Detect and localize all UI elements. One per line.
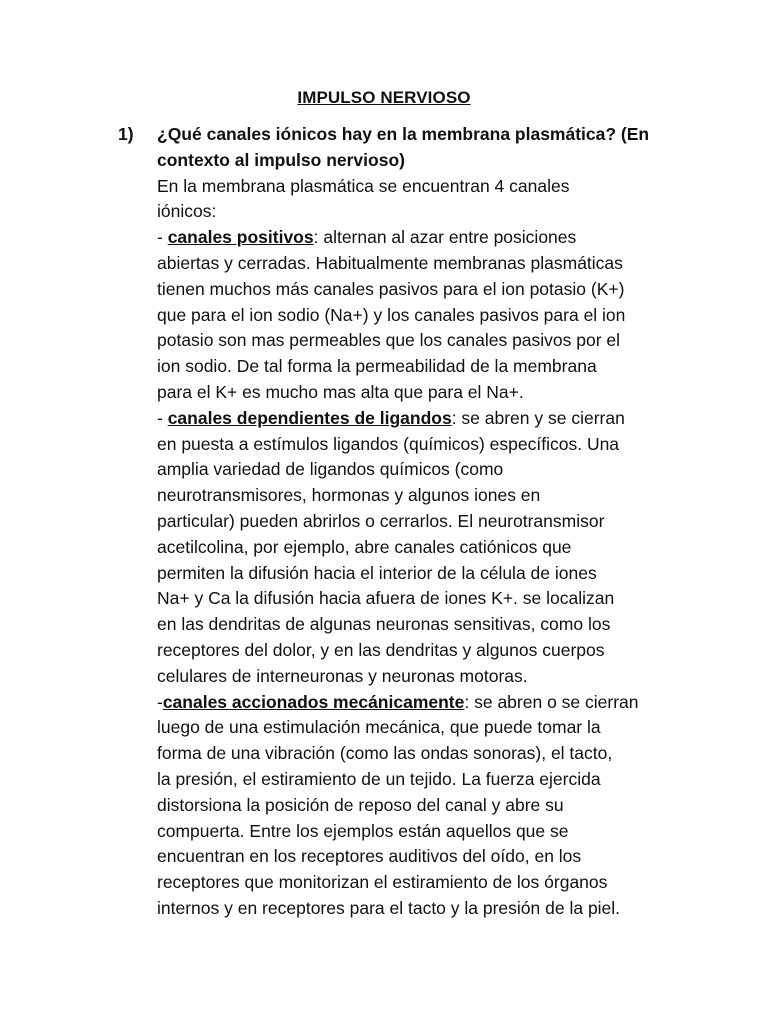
section-line: acetilcolina, por ejemplo, abre canales catiónicos que [157,536,572,557]
section-line: amplia variedad de ligandos químicos (como [157,459,504,480]
section-line: Na+ y Ca la difusión hacia afuera de iones K+. se localizan [157,588,615,609]
bullet-prefix: - [157,407,168,428]
term-canales-positivos: canales positivos [167,227,314,248]
section-line: : se abren y se cierran [451,407,625,428]
section-positive-channels-first-line [157,225,667,251]
section-line: en las dendritas de algunas neuronas sensitivas, como los [157,614,611,635]
section-line: receptores que monitorizan el estiramiento de los órganos [157,872,608,893]
term-canales-accionados-mecanicamente: canales accionados mecánicamente [162,691,465,712]
question-line-2: contexto al impulso nervioso) [157,149,405,170]
section-line: potasio son mas permeables que los canales pasivos por el [157,330,621,351]
section-line: particular) pueden abrirlos o cerrarlos. El neurotransmisor [157,510,605,531]
section-line: que para el ion sodio (Na+) y los canales pasivos para el ion [157,304,626,325]
section-line: para el K+ es mucho mas alta que para el Na+. [157,381,524,402]
answer-body [157,122,667,922]
intro-line-2: iónicos: [157,201,217,222]
section-line: neurotransmisores, hormonas y algunos iones en [157,485,541,506]
document-title: IMPULSO NERVIOSO [297,88,471,107]
section-line: forma de una vibración (como las ondas sonoras), el tacto, [157,743,613,764]
intro-line-1: En la membrana plasmática se encuentran 4 canales [157,175,570,196]
section-line: la presión, el estiramiento de un tejido. La fuerza ejercida [157,768,601,789]
section-ligand-channels-first-line [157,406,667,432]
bullet-prefix: - [157,227,168,248]
question-number: 1) [118,124,134,144]
section-line: permiten la difusión hacia el interior de la célula de iones [157,562,597,583]
section-line: receptores del dolor, y en las dendritas y algunos cuerpos [157,639,605,660]
section-line: celulares de interneuronas y neuronas motoras. [157,665,528,686]
section-line: internos y en receptores para el tacto y la presión de la piel. [157,897,621,918]
section-line: en puesta a estímulos ligandos (químicos) específicos. Una [157,433,620,454]
term-canales-dependientes-de-ligandos: canales dependientes de ligandos [167,407,452,428]
section-mechanical-channels-first-line [157,690,667,716]
section-line: tienen muchos más canales pasivos para el ion potasio (K+) [157,278,625,299]
section-line: luego de una estimulación mecánica, que puede tomar la [157,717,601,738]
section-line: distorsiona la posición de reposo del canal y abre su [157,794,564,815]
section-line: : se abren o se cierran [464,691,639,712]
bullet-prefix: - [157,691,163,712]
section-line: : alternan al azar entre posiciones [313,227,577,248]
question-line-1: ¿Qué canales iónicos hay en la membrana plasmática? (En [157,124,650,144]
section-line: encuentran en los receptores auditivos del oído, en los [157,846,582,867]
section-line: compuerta. Entre los ejemplos están aquellos que se [157,820,569,841]
section-line: ion sodio. De tal forma la permeabilidad de la membrana [157,356,597,377]
section-line: abiertas y cerradas. Habitualmente membranas plasmáticas [157,252,623,273]
